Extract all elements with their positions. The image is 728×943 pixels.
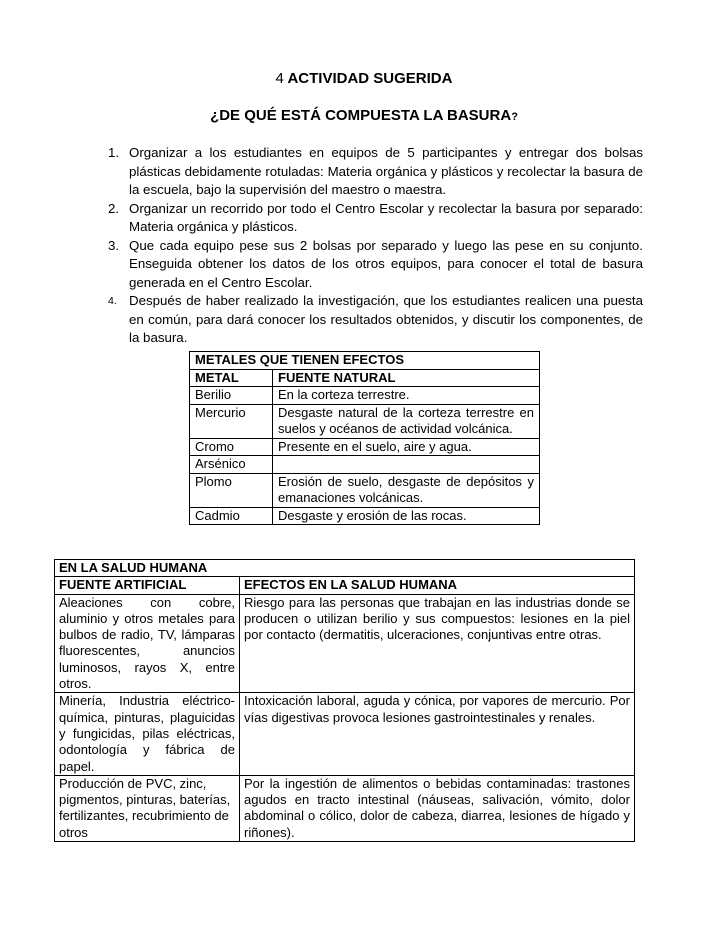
activity-number: 4 (275, 70, 284, 87)
metal-cell: Berilio (190, 387, 273, 405)
metal-cell: Cromo (190, 438, 273, 456)
table-header-row (55, 577, 635, 594)
metals-table-title: METALES QUE TIENEN EFECTOS (190, 352, 540, 370)
activity-heading (0, 70, 728, 87)
table-row (190, 438, 540, 456)
question-mark: ? (511, 111, 518, 123)
source-cell (273, 456, 540, 474)
metal-cell: Cadmio (190, 507, 273, 525)
step-item (98, 144, 643, 200)
table-title-row (190, 352, 540, 370)
step-number: 3. (108, 237, 120, 253)
table-row (190, 404, 540, 438)
metal-cell: Mercurio (190, 404, 273, 438)
health-effects-cell: Riesgo para las personas que trabajan en las industrias donde se producen o utilizan berilio y sus compuestos: lesiones en la piel por contacto (dermatitis, ulceraciones, conjuntivas entre otras. (240, 594, 635, 693)
step-item (98, 237, 643, 293)
artificial-source-cell: Minería, Industria eléctrico-química, pinturas, plaguicidas y fungicidas, pilas eléctricas, odontología y fábrica de papel. (55, 693, 240, 775)
activity-title: ACTIVIDAD SUGERIDA (287, 70, 453, 87)
artificial-source-cell: Aleaciones con cobre, aluminio y otros metales para bulbos de radio, TV, lámparas fluorescentes, anuncios luminosos, rayos X, entre otros. (55, 594, 240, 693)
step-number: 2. (108, 200, 120, 216)
metals-table (189, 351, 540, 525)
health-effects-cell: Intoxicación laboral, aguda y cónica, por vapores de mercurio. Por vías digestivas provoca lesiones gastrointestinales y renales. (240, 693, 635, 775)
step-number: 4. (108, 295, 117, 307)
step-text: Organizar un recorrido por todo el Centro Escolar y recolectar la basura por separado: Materia orgánica y plásticos. (129, 200, 643, 234)
column-header-natural-source: FUENTE NATURAL (273, 369, 540, 387)
health-effects-cell: Por la ingestión de alimentos o bebidas contaminadas: trastones agudos en tracto intestinal (náuseas, salivación, vómito, dolor abdominal o cólico, dolor de cabeza, diarrea, lesiones de hígado y riñones). (240, 775, 635, 841)
step-item (98, 292, 643, 348)
source-cell: Desgaste y erosión de las rocas. (273, 507, 540, 525)
table-header-row (190, 369, 540, 387)
step-item (98, 200, 643, 237)
table-row (190, 507, 540, 525)
steps-list (98, 144, 643, 348)
source-cell: Erosión de suelo, desgaste de depósitos y emanaciones volcánicas. (273, 473, 540, 507)
table-row (55, 693, 635, 775)
column-header-health-effects: EFECTOS EN LA SALUD HUMANA (240, 577, 635, 594)
step-text: Después de haber realizado la investigación, que los estudiantes realicen una puesta en común, para dará conocer los resultados obtenidos, y discutir los componentes, de la basura. (129, 293, 643, 345)
table-title-row (55, 560, 635, 577)
table-row (190, 473, 540, 507)
column-header-metal: METAL (190, 369, 273, 387)
table-row (190, 387, 540, 405)
source-cell: Desgaste natural de la corteza terrestre en suelos y océanos de actividad volcánica. (273, 404, 540, 438)
source-cell: Presente en el suelo, aire y agua. (273, 438, 540, 456)
question-heading (0, 107, 728, 124)
artificial-source-cell: Producción de PVC, zinc, pigmentos, pinturas, baterías, fertilizantes, recubrimiento de otros (55, 775, 240, 841)
step-number: 1. (108, 145, 120, 160)
source-cell: En la corteza terrestre. (273, 387, 540, 405)
health-table (54, 559, 635, 842)
table-row (190, 456, 540, 474)
metal-cell: Arsénico (190, 456, 273, 474)
table-row (55, 775, 635, 841)
table-row (55, 594, 635, 693)
health-table-title: EN LA SALUD HUMANA (55, 560, 635, 577)
step-text: Que cada equipo pese sus 2 bolsas por separado y luego las pese en su conjunto. Enseguida obtener los datos de los otros equipos, para conocer el total de basura generada en el Centro Escolar. (129, 237, 643, 290)
metal-cell: Plomo (190, 473, 273, 507)
question-text: ¿DE QUÉ ESTÁ COMPUESTA LA BASURA (210, 107, 512, 124)
step-text: Organizar a los estudiantes en equipos de 5 participantes y entregar dos bolsas plásticas debidamente rotuladas: Materia orgánica y plásticos y recolectar la basura de la escuela, bajo la supervisión del maestro o maestra. (129, 145, 643, 197)
column-header-artificial-source: FUENTE ARTIFICIAL (55, 577, 240, 594)
